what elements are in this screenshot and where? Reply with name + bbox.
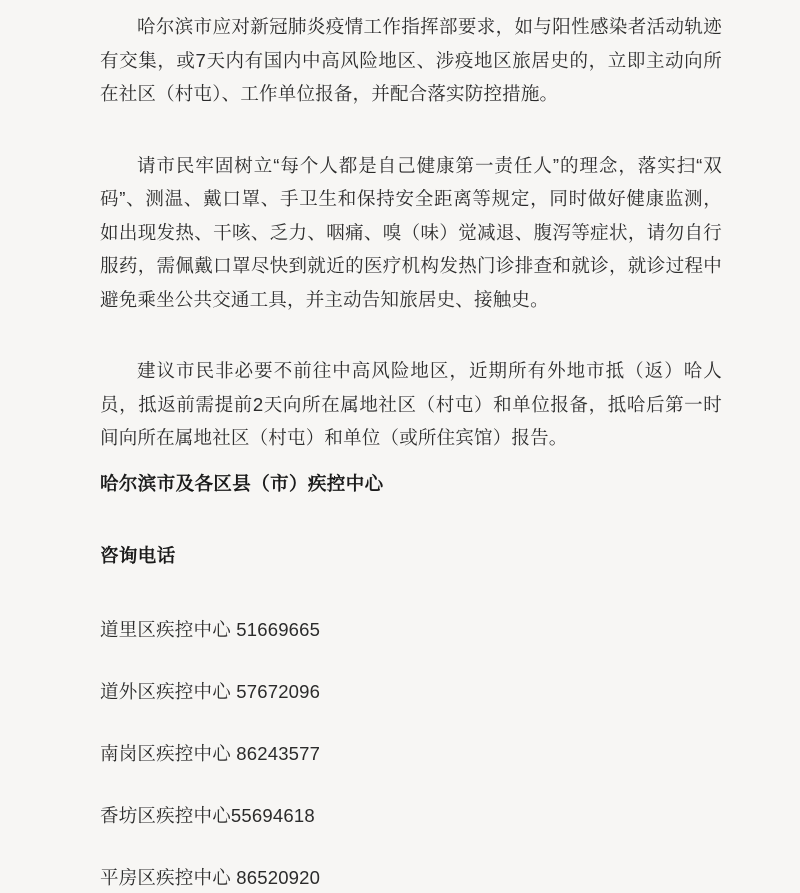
contact-list [100,615,722,893]
paragraph-personal-health-responsibility: 请市民牢固树立“每个人都是自己健康第一责任人”的理念，落实扫“双码”、测温、戴口罩、手卫生和保持安全距离等规定，同时做好健康监测，如出现发热、干咳、乏力、咽痛、嗅（味）觉减退、腹泻等症状，请勿自行服药，需佩戴口罩尽快到就近的医疗机构发热门诊排查和就诊，就诊过程中避免乘坐公共交通工具，并主动告知旅居史、接触史。 [100,154,722,310]
list-item: 平房区疾控中心 86520920 [100,866,321,888]
paragraph-reporting-requirements: 哈尔滨市应对新冠肺炎疫情工作指挥部要求，如与阳性感染者活动轨迹有交集，或7天内有国内中高风险地区、涉疫地区旅居史的，立即主动向所在社区（村屯）、工作单位报备，并配合落实防控措施。 [100,16,722,104]
list-item: 道外区疾控中心 57672096 [100,680,321,702]
list-item: 南岗区疾控中心 86243577 [100,742,321,764]
list-item: 香坊区疾控中心55694618 [100,804,315,826]
list-item: 道里区疾控中心 51669665 [100,618,321,640]
section-heading-cdc-centers: 哈尔滨市及各区县（市）疾控中心 [100,472,384,494]
section-spacer [100,455,722,469]
paragraph-travel-advisory: 建议市民非必要不前往中高风险地区，近期所有外地市抵（返）哈人员，抵返前需提前2天向所在属地社区（村屯）和单位报备，抵哈后第一时间向所在属地社区（村屯）和单位（或所住宾馆）报告。 [100,360,722,448]
section-subheading-hotline: 咨询电话 [100,544,176,566]
